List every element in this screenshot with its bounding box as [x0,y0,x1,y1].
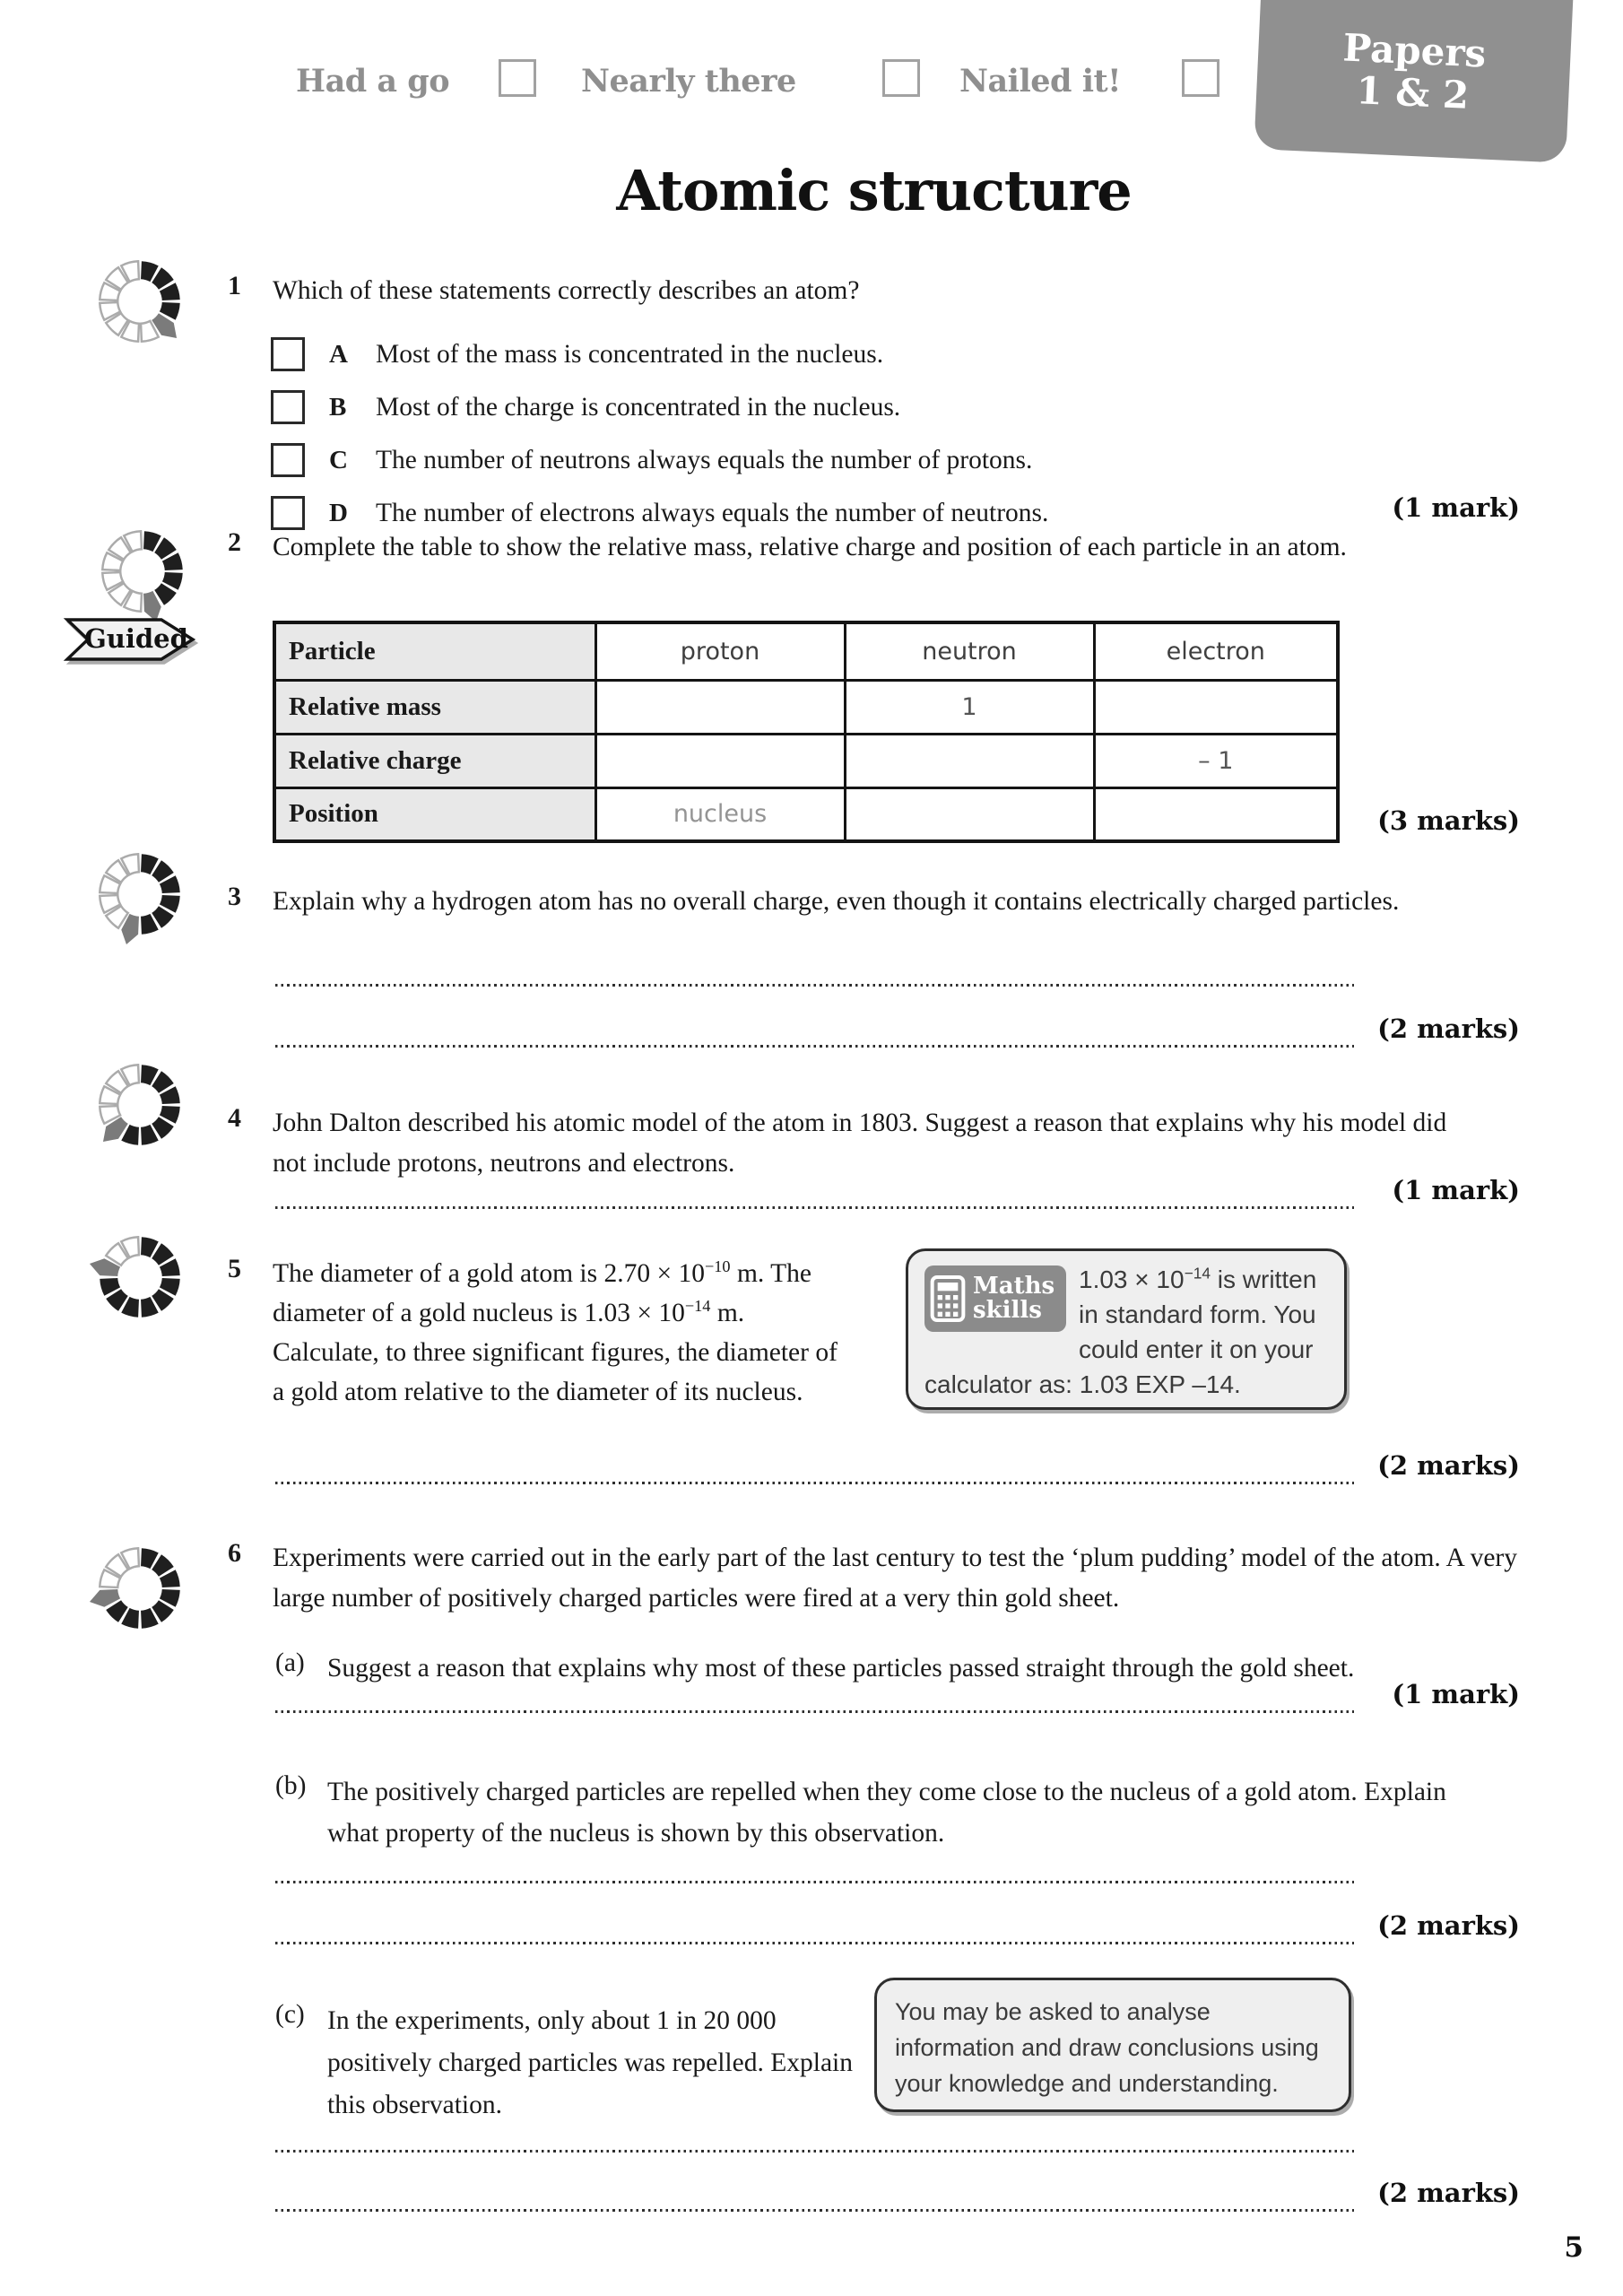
nearly-there-checkbox[interactable] [882,59,920,97]
part-c-text: In the experiments, only about 1 in 20 000 positively charged particles was repelled. Explain this observation. [327,2006,853,2119]
option-row-c [271,443,1032,477]
page-title: Atomic structure [616,158,1132,223]
option-a-checkbox[interactable] [271,337,305,371]
marks-label: (3 marks) [1377,805,1520,836]
row-label-relative-mass: Relative mass [274,680,595,734]
question-text: Explain why a hydrogen atom has no overall charge, even though it contains electrically charged particles. [273,887,1400,916]
particle-table [273,621,1340,843]
question-5 [226,1254,1558,1412]
nailed-it-checkbox[interactable] [1182,59,1219,97]
question-text: Experiments were carried out in the early part of the last century to test the ‘plum pudding’ model of the atom. A very large number of positively charged particles were fired at a very thin gold sheet. [273,1544,1517,1613]
part-c-label: (c) [275,2000,305,2029]
marks-label: (2 marks) [1377,1013,1520,1044]
question-number: 3 [228,882,241,911]
answer-line[interactable] [275,1710,1354,1713]
cell-mass-proton[interactable] [595,680,845,734]
had-a-go-label: Had a go [296,63,450,100]
option-c-checkbox[interactable] [271,443,305,477]
option-a-letter: A [329,339,348,369]
cell-position-electron[interactable] [1094,787,1338,841]
question-number: 4 [228,1103,241,1133]
marks-label: (1 mark) [1392,1175,1520,1205]
row-label-relative-charge: Relative charge [274,734,595,787]
question-text: John Dalton described his atomic model of the atom in 1803. Suggest a reason that explains why his model did not include protons, neutrons and electrons. [273,1109,1447,1178]
guided-badge [63,615,197,664]
marks-label: (2 marks) [1377,1910,1520,1941]
cell-position-neutron[interactable] [845,787,1094,841]
option-d-letter: D [329,498,348,527]
question-text-part: m. The diameter of a gold nucleus is 1.03 × 10 [273,1259,812,1327]
table-row [274,787,1338,841]
progress-wheel-icon [87,1535,193,1641]
papers-badge-line1: Papers [1341,25,1488,76]
calculator-icon [930,1274,966,1323]
exponent: −14 [1184,1264,1211,1283]
option-b-text: Most of the charge is concentrated in the nucleus. [376,392,901,422]
column-header-proton: proton [595,622,845,680]
page-number: 5 [1564,2231,1584,2264]
option-c-letter: C [329,445,348,474]
progress-wheel-icon [87,1224,193,1330]
cell-charge-neutron[interactable] [845,734,1094,787]
question-number: 1 [228,271,241,300]
cell-charge-proton[interactable] [595,734,845,787]
column-header-neutron: neutron [845,622,1094,680]
hint-text-part: 1.03 × 10 [1079,1265,1185,1293]
table-row [274,622,1338,680]
papers-badge [1254,0,1574,163]
marks-label: (2 marks) [1377,1450,1520,1481]
question-3 [226,882,1558,922]
progress-wheel-icon [87,841,193,947]
marks-label: (1 mark) [1392,1679,1520,1709]
exam-hint-box [874,1978,1351,2112]
question-text: Complete the table to show the relative mass, relative charge and position of each particle in an atom. [273,533,1347,561]
cell-mass-electron[interactable] [1094,680,1338,734]
answer-line[interactable] [275,2209,1354,2212]
part-a-text: Suggest a reason that explains why most of these particles passed straight through the gold sheet. [327,1654,1355,1683]
part-b-text: The positively charged particles are repelled when they come close to the nucleus of a gold atom. Explain what property of the nucleus is shown by this observation. [327,1778,1446,1848]
option-d-checkbox[interactable] [271,496,305,530]
column-header-electron: electron [1094,622,1338,680]
progress-wheel-icon [87,248,193,354]
marks-label: (1 mark) [1392,492,1520,523]
cell-position-proton: nucleus [595,787,845,841]
progress-wheel-icon [87,1052,193,1158]
option-row-d [271,496,1048,530]
papers-badge-line2: 1 & 2 [1355,68,1471,117]
question-number: 5 [228,1254,241,1283]
exponent: −10 [704,1257,731,1276]
maths-skills-label [973,1274,1055,1324]
maths-skills-box [906,1248,1347,1410]
question-text-part: m. Calculate, to three significant figures, the diameter of a gold atom relative to the diameter of its nucleus. [273,1299,838,1406]
answer-line[interactable] [275,1045,1354,1048]
question-text-part: The diameter of a gold atom is 2.70 × 10 [273,1259,705,1288]
option-b-letter: B [329,392,347,422]
cell-mass-neutron: 1 [845,680,1094,734]
part-b-label: (b) [275,1771,307,1800]
answer-line[interactable] [275,1942,1354,1944]
option-d-text: The number of electrons always equals the number of neutrons. [376,498,1049,527]
answer-line[interactable] [275,984,1354,987]
question-number: 2 [228,527,241,557]
table-row [274,734,1338,787]
option-b-checkbox[interactable] [271,390,305,424]
option-a-text: Most of the mass is concentrated in the nucleus. [376,339,884,369]
answer-line[interactable] [275,2150,1354,2152]
maths-label-line2: skills [973,1297,1042,1324]
nearly-there-label: Nearly there [581,63,796,100]
cell-charge-electron: – 1 [1094,734,1338,787]
exponent: −14 [684,1297,711,1316]
option-row-b [271,390,900,424]
table-corner-label: Particle [274,622,595,680]
question-text [273,1254,854,1412]
maths-label-line1: Maths [973,1272,1055,1300]
option-c-text: The number of neutrons always equals the number of protons. [376,445,1033,474]
marks-label: (2 marks) [1377,2178,1520,2208]
hint-text-part: is written in standard form. You could enter it on your calculator as: 1.03 EXP –14. [924,1265,1317,1398]
nailed-it-label: Nailed it! [959,63,1122,100]
guided-label: Guided [84,623,188,654]
had-a-go-checkbox[interactable] [499,59,536,97]
exam-hint-text: You may be asked to analyse information and draw conclusions using your knowledge and understanding. [895,1998,1319,2097]
progress-wheel-icon [90,518,195,624]
row-label-position: Position [274,787,595,841]
answer-line[interactable] [275,1482,1354,1484]
table-row [274,680,1338,734]
option-row-a [271,337,883,371]
question-text: Which of these statements correctly describes an atom? [273,276,860,305]
question-number: 6 [228,1538,241,1568]
maths-skills-badge [924,1265,1066,1332]
answer-line[interactable] [275,1206,1354,1209]
part-a-label: (a) [275,1648,305,1677]
question-4 [226,1103,1558,1184]
answer-line[interactable] [275,1881,1354,1883]
